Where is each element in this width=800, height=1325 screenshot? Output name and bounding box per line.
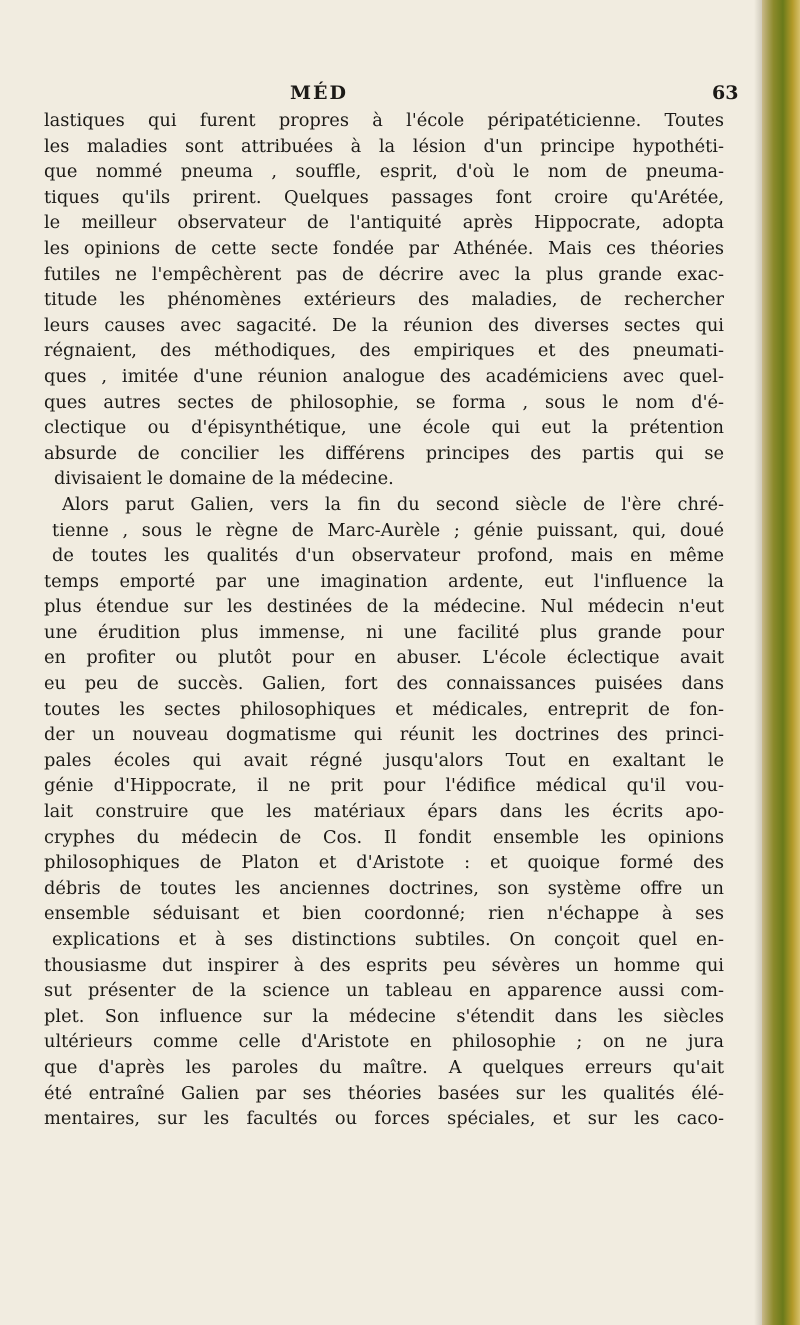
text-line: ques autres sectes de philosophie, se forma , sous le nom d'é- — [44, 391, 724, 413]
text-line: ques , imitée d'une réunion analogue des académiciens avec quel- — [44, 365, 724, 387]
text-line: plet. Son influence sur la médecine s'étendit dans les siècles — [44, 1005, 724, 1027]
binding-shadow — [754, 0, 762, 1325]
text-line: eu peu de succès. Galien, fort des connaissances puisées dans — [44, 673, 724, 695]
text-line: temps emporté par une imagination ardente, eut l'influence la — [44, 570, 724, 592]
text-line: pales écoles qui avait régné jusqu'alors Tout en exaltant le — [44, 749, 724, 771]
text-line: thousiasme dut inspirer à des esprits peu sévères un homme qui — [44, 954, 724, 976]
book-binding-edge — [762, 0, 800, 1325]
text-line: que nommé pneuma , souffle, esprit, d'où le nom de pneuma- — [44, 161, 724, 183]
text-line: plus étendue sur les destinées de la médecine. Nul médecin n'eut — [44, 596, 724, 618]
running-head: MÉD — [290, 82, 348, 104]
page-header — [0, 82, 760, 106]
text-line: de toutes les qualités d'un observateur profond, mais en même — [52, 545, 724, 567]
text-line: régnaient, des méthodiques, des empiriques et des pneumati- — [44, 340, 724, 362]
text-line: absurde de concilier les différens principes des partis qui se — [44, 442, 724, 464]
text-line: sut présenter de la science un tableau en apparence aussi com- — [44, 980, 724, 1002]
text-line: der un nouveau dogmatisme qui réunit les doctrines des princi- — [44, 724, 724, 746]
text-line: en profiter ou plutôt pour en abuser. L'école éclectique avait — [44, 647, 724, 669]
text-line: ensemble séduisant et bien coordonné; rien n'échappe à ses — [44, 903, 724, 925]
text-line: tiques qu'ils prirent. Quelques passages font croire qu'Arétée, — [44, 186, 724, 208]
page-number: 63 — [712, 82, 739, 104]
text-line: une érudition plus immense, ni une facilité plus grande pour — [44, 621, 724, 643]
body-text — [44, 108, 724, 1132]
paragraph-start-line: Alors parut Galien, vers la fin du second siècle de l'ère chré- — [62, 493, 724, 515]
text-line: mentaires, sur les facultés ou forces spéciales, et sur les caco- — [44, 1108, 724, 1130]
paragraph-end-line: divisaient le domaine de la médecine. — [54, 468, 394, 490]
text-line: le meilleur observateur de l'antiquité après Hippocrate, adopta — [44, 212, 724, 234]
text-line: clectique ou d'épisynthétique, une école qui eut la prétention — [44, 417, 724, 439]
text-line: été entraîné Galien par ses théories basées sur les qualités élé- — [44, 1082, 724, 1104]
text-line: débris de toutes les anciennes doctrines, son système offre un — [44, 877, 724, 899]
text-line: tienne , sous le règne de Marc-Aurèle ; génie puissant, qui, doué — [52, 519, 724, 541]
text-line: ultérieurs comme celle d'Aristote en philosophie ; on ne jura — [44, 1031, 724, 1053]
text-line: génie d'Hippocrate, il ne prit pour l'édifice médical qu'il vou- — [44, 775, 724, 797]
text-line: titude les phénomènes extérieurs des maladies, de rechercher — [44, 289, 724, 311]
text-line: les maladies sont attribuées à la lésion d'un principe hypothéti- — [44, 135, 724, 157]
text-line: futiles ne l'empêchèrent pas de décrire avec la plus grande exac- — [44, 263, 724, 285]
text-line: philosophiques de Platon et d'Aristote : et quoique formé des — [44, 852, 724, 874]
text-line: que d'après les paroles du maître. A quelques erreurs qu'ait — [44, 1056, 724, 1078]
text-line: les opinions de cette secte fondée par Athénée. Mais ces théories — [44, 237, 724, 259]
text-line: explications et à ses distinctions subtiles. On conçoit quel en- — [52, 929, 724, 950]
text-line: lait construire que les matériaux épars dans les écrits apo- — [44, 801, 724, 823]
text-line: cryphes du médecin de Cos. Il fondit ensemble les opinions — [44, 826, 724, 848]
text-line: lastiques qui furent propres à l'école péripatéticienne. Toutes — [44, 110, 724, 131]
text-line: toutes les sectes philosophiques et médicales, entreprit de fon- — [44, 698, 724, 720]
text-line: leurs causes avec sagacité. De la réunion des diverses sectes qui — [44, 314, 724, 336]
